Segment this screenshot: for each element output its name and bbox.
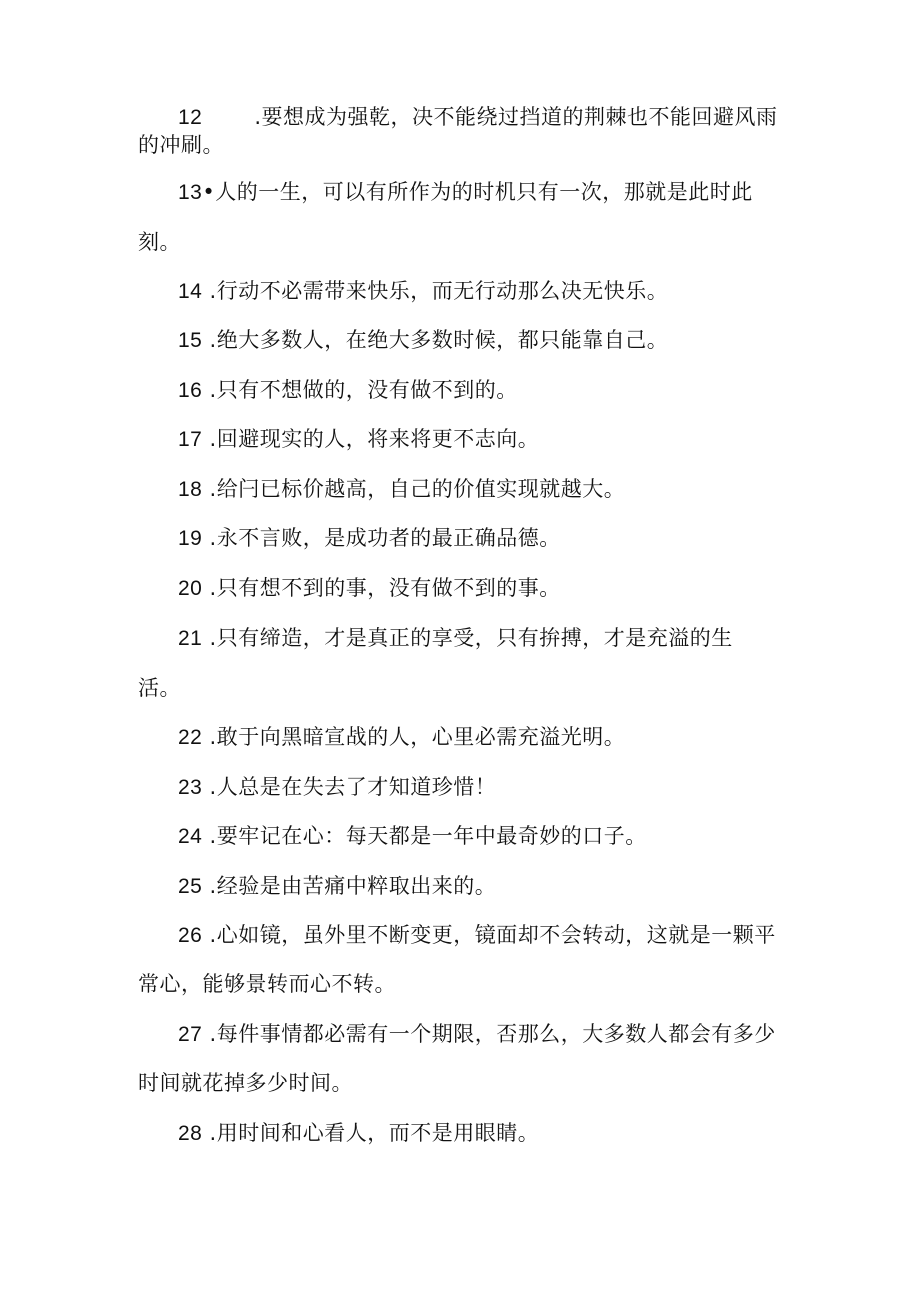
list-item-line-20: 20 .只有想不到的事，没有做不到的事。: [178, 576, 561, 600]
list-item-line-25: 25 .经验是由苦痛中粹取出来的。: [178, 874, 497, 898]
list-item-line-12a: 12 .要想成为强乾，决不能绕过挡道的荆棘也不能回避风雨: [178, 105, 778, 129]
list-item-line-22: 22 .敢于向黑暗宣战的人，心里必需充溢光明。: [178, 725, 626, 749]
list-item-line-26b: 常心，能够景转而心不转。: [138, 972, 396, 996]
list-item-line-27a: 27 .每件事情都必需有一个期限，否那么，大多数人都会有多少: [178, 1022, 776, 1046]
list-item-line-18: 18 .给闩已标价越高，自己的价值实现就越大。: [178, 477, 626, 501]
list-item-line-12b: 的冲刷。: [138, 133, 224, 157]
list-item-line-21b: 活。: [138, 676, 181, 700]
list-item-line-14: 14 .行动不必需带来快乐，而无行动那么决无快乐。: [178, 279, 669, 303]
list-item-line-28: 28 .用时间和心看人，而不是用眼睛。: [178, 1121, 540, 1145]
list-item-line-21a: 21 .只有缔造，才是真正的享受，只有拚搏，才是充溢的生: [178, 626, 733, 650]
list-item-line-19: 19 .永不言败，是成功者的最正确品德。: [178, 526, 561, 550]
list-item-line-26a: 26 .心如镜，虽外里不断变更，镜面却不会转动，这就是一颗平: [178, 923, 776, 947]
list-item-line-27b: 时间就花掉多少时间。: [138, 1071, 353, 1095]
list-item-line-16: 16 .只有不想做的，没有做不到的。: [178, 378, 518, 402]
list-item-line-24: 24 .要牢记在心：每天都是一年中最奇妙的口子。: [178, 824, 647, 848]
list-item-line-23: 23 .人总是在失去了才知道珍惜！: [178, 775, 497, 799]
list-item-line-17: 17 .回避现实的人，将来将更不志向。: [178, 427, 540, 451]
list-item-line-13b: 刻。: [138, 230, 181, 254]
list-item-line-15: 15 .绝大多数人，在绝大多数时候，都只能靠自己。: [178, 328, 669, 352]
list-item-line-13a: 13•人的一生，可以有所作为的时机只有一次，那就是此时此: [178, 180, 753, 204]
